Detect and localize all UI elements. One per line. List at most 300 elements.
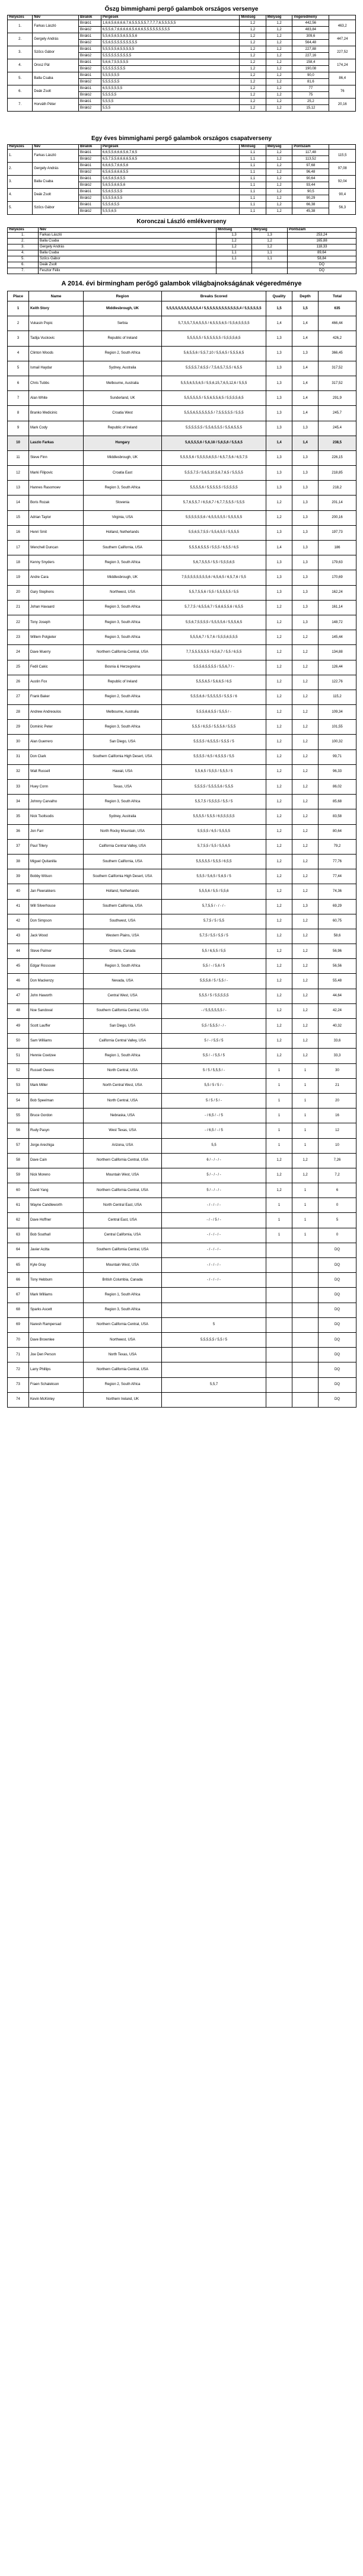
- data-cell: Bíráló1: [79, 46, 101, 53]
- data-cell: Nevada, USA: [84, 974, 162, 989]
- data-cell: 90,5: [292, 189, 329, 195]
- data-cell: Jack Wood: [29, 929, 84, 944]
- data-cell: West Texas, USA: [84, 1123, 162, 1138]
- data-cell: 1,1: [216, 256, 252, 262]
- data-cell: [292, 1377, 319, 1392]
- data-cell: 1,2: [266, 105, 292, 112]
- data-cell: 1,2: [240, 92, 266, 99]
- data-cell: 5,7,5,5,7,5,6,5,5,5 / 6,5,5,5,6,5 / 5,5,6,5,5,5,5: [162, 316, 266, 331]
- data-cell: 1,2: [266, 27, 292, 33]
- data-cell: 1,2: [292, 914, 319, 929]
- data-cell: Walt Russell: [29, 764, 84, 779]
- data-cell: 366,45: [319, 346, 356, 361]
- data-cell: Javier Acitta: [29, 1243, 84, 1257]
- data-cell: 1,2: [266, 1003, 292, 1018]
- table-row: [8, 1183, 356, 1198]
- data-cell: 238,5: [319, 436, 356, 450]
- data-cell: 1,2: [240, 105, 266, 112]
- data-cell: Henri Smit: [29, 525, 84, 540]
- data-cell: Chris Tubbs: [29, 376, 84, 390]
- name-cell: Farkas László: [33, 150, 79, 163]
- data-cell: 14: [8, 495, 29, 510]
- data-cell: 442,56: [292, 20, 329, 27]
- data-cell: Nick Moreno: [29, 1168, 84, 1183]
- data-cell: 36: [8, 824, 29, 839]
- data-cell: 1,3: [216, 233, 252, 239]
- table-row: [8, 720, 356, 735]
- data-cell: 5,6,6,7,5,5,5,5,5: [101, 59, 239, 66]
- data-cell: Bíráló2: [79, 27, 101, 33]
- data-cell: 7,26: [319, 1153, 356, 1168]
- data-cell: 1,2: [240, 40, 266, 46]
- data-cell: 99,71: [319, 749, 356, 764]
- data-cell: 19: [8, 570, 29, 585]
- data-cell: Bíráló1: [79, 176, 101, 182]
- data-cell: 1,1: [240, 163, 266, 169]
- table-row: [8, 301, 356, 316]
- column-header: Név: [39, 228, 216, 233]
- column-header: [329, 145, 356, 150]
- data-cell: 71: [8, 1348, 29, 1362]
- data-cell: Adrian Taylor: [29, 510, 84, 525]
- data-cell: Kenny Snyders: [29, 555, 84, 570]
- data-cell: 42,24: [319, 1003, 356, 1018]
- table-row: [8, 176, 356, 182]
- data-cell: 1,2: [292, 720, 319, 735]
- table-row: [8, 1213, 356, 1228]
- data-cell: Deák Zsolt: [39, 262, 216, 268]
- data-cell: 1,3: [292, 450, 319, 465]
- data-cell: Edgar Rossouw: [29, 959, 84, 974]
- data-cell: 1: [266, 1213, 292, 1228]
- data-cell: DQ: [319, 1348, 356, 1362]
- table-row: [8, 250, 356, 256]
- data-cell: 16: [319, 1108, 356, 1123]
- data-cell: 34: [8, 795, 29, 809]
- data-cell: 201,14: [319, 495, 356, 510]
- data-cell: [266, 1348, 292, 1362]
- data-cell: 0: [319, 1228, 356, 1243]
- table-row: [8, 764, 356, 779]
- data-cell: 70: [8, 1332, 29, 1347]
- data-cell: Mountain West, USA: [84, 1258, 162, 1273]
- data-cell: Southern California Central, USA: [84, 1003, 162, 1018]
- column-header: Mélység: [252, 228, 288, 233]
- data-cell: Bíráló2: [79, 208, 101, 215]
- data-cell: Croatia East: [84, 466, 162, 481]
- data-cell: 59: [8, 1168, 29, 1183]
- data-cell: 33,3: [319, 1049, 356, 1063]
- data-cell: 1,2: [240, 85, 266, 92]
- table-row: [8, 99, 356, 105]
- data-cell: 5,5,6,5,6,5,5,6,5,5,5,6: [101, 33, 239, 40]
- table-row: [8, 202, 356, 208]
- column-header: Minőség: [240, 15, 266, 20]
- data-cell: 69: [8, 1317, 29, 1332]
- section3-title: Koronczai László emlékverseny: [136, 218, 227, 225]
- data-cell: 1,2: [240, 20, 266, 27]
- data-cell: California Central Valley, USA: [84, 1034, 162, 1049]
- data-cell: 90,64: [292, 176, 329, 182]
- name-cell: Gergely András: [33, 33, 79, 46]
- data-cell: 5,5,5,6 / 5,5 / 5,5,6: [162, 884, 266, 899]
- data-cell: Willem Potgieter: [29, 630, 84, 645]
- table-row: [8, 1168, 356, 1183]
- table-row: [8, 450, 356, 465]
- data-cell: Don Mackenzy: [29, 974, 84, 989]
- table-row: [8, 1078, 356, 1093]
- data-cell: 109,34: [319, 705, 356, 720]
- data-cell: Keith Story: [29, 301, 84, 316]
- table-row: [8, 780, 356, 795]
- table-row: [8, 1138, 356, 1153]
- total-cell: 76: [329, 85, 356, 99]
- table-row: [8, 615, 356, 630]
- data-cell: [162, 1392, 266, 1407]
- table-row: [8, 735, 356, 749]
- data-cell: 73: [8, 1377, 29, 1392]
- section3-table: [7, 227, 356, 274]
- data-cell: DQ: [319, 1258, 356, 1273]
- data-cell: 1,3: [292, 600, 319, 615]
- data-cell: 5,5,5,5,5,5 / 5,5,6,5,5,5 / 5,5,6,5,5,5: [162, 421, 266, 436]
- data-cell: 317,52: [319, 361, 356, 376]
- data-cell: 5 / - / 5,5 / 5: [162, 1034, 266, 1049]
- data-cell: 5,5,5,6,5,5: [101, 202, 239, 208]
- data-cell: 1,3: [292, 541, 319, 555]
- data-cell: Melbourne, Australia: [84, 705, 162, 720]
- data-cell: British Columbia, Canada: [84, 1273, 162, 1288]
- data-cell: Western Plains, USA: [84, 929, 162, 944]
- table-row: [8, 33, 356, 40]
- table-row: [8, 541, 356, 555]
- data-cell: [292, 1392, 319, 1407]
- data-cell: 61: [8, 1198, 29, 1213]
- data-cell: 15: [8, 510, 29, 525]
- section1-table: [7, 15, 356, 112]
- data-cell: 186: [319, 541, 356, 555]
- table-row: [8, 1123, 356, 1138]
- data-cell: 1,2: [266, 1034, 292, 1049]
- data-cell: DQ: [288, 268, 356, 274]
- data-cell: [292, 1362, 319, 1377]
- data-cell: 1,3: [292, 510, 319, 525]
- name-cell: Szűcs Gábor: [33, 46, 79, 59]
- data-cell: 1,3: [266, 391, 292, 406]
- data-cell: Mark Cody: [29, 421, 84, 436]
- data-cell: 5,5,5,5,5 / 5,5,5,5,5,5 / 5,5,5,5,6,5: [162, 331, 266, 346]
- data-cell: 170,69: [319, 570, 356, 585]
- data-cell: Region 3, South Africa: [84, 481, 162, 495]
- data-cell: Sydney, Australia: [84, 809, 162, 824]
- data-cell: 1,3: [266, 376, 292, 390]
- data-cell: Dave Muerry: [29, 645, 84, 660]
- data-cell: 1,2: [266, 72, 292, 79]
- data-cell: Will Silverhouse: [29, 899, 84, 914]
- data-cell: 1,2: [266, 795, 292, 809]
- data-cell: 1,2: [266, 85, 292, 92]
- table-row: [8, 600, 356, 615]
- data-cell: 1,2: [292, 839, 319, 854]
- table-row: [8, 1108, 356, 1123]
- data-cell: 16: [8, 525, 29, 540]
- place-cell: 5.: [8, 72, 33, 85]
- data-cell: 64: [8, 1243, 29, 1257]
- data-cell: 15,12: [292, 105, 329, 112]
- column-header: Depth: [292, 291, 319, 301]
- data-cell: 1,4: [266, 316, 292, 331]
- data-cell: 6,5,5,6,7,6,6,6,6,6,5,6,6,6,5,5,5,5,5,5,5,5,5: [101, 27, 239, 33]
- data-cell: 162,24: [319, 585, 356, 600]
- data-cell: Region 3, South Africa: [84, 555, 162, 570]
- data-cell: 7.: [8, 268, 39, 274]
- table-row: [8, 331, 356, 346]
- data-cell: 74: [8, 1392, 29, 1407]
- data-cell: 5,5,5,5 / 5,5,5 / 6,5,5,5,5,5: [162, 809, 266, 824]
- column-header: Végeredmény: [292, 15, 329, 20]
- data-cell: 1,3: [292, 585, 319, 600]
- data-cell: 1: [292, 1063, 319, 1078]
- table-row: [8, 256, 356, 262]
- data-cell: 57: [8, 1138, 29, 1153]
- name-cell: Deák Zsolt: [33, 85, 79, 99]
- data-cell: 1,1: [252, 256, 288, 262]
- data-cell: 35: [8, 809, 29, 824]
- data-cell: 1,2: [240, 59, 266, 66]
- table-row: [8, 46, 356, 53]
- data-cell: 5,5,7,5 / 5,5,5,5 / 5,5 / 5: [162, 795, 266, 809]
- table-row: [8, 1377, 356, 1392]
- data-cell: 5,5,5,6,5,5,5 / 5,5,5 / 6,5,5 / 6,5: [162, 541, 266, 555]
- data-cell: Ismail Haydar: [29, 361, 84, 376]
- data-cell: 100,32: [319, 735, 356, 749]
- data-cell: Sparks Ascett: [29, 1303, 84, 1317]
- data-cell: 6 / - / - / -: [162, 1153, 266, 1168]
- place-cell: 2.: [8, 163, 33, 176]
- data-cell: 5,5,5,6,5,5,5,5,5,5 / 7,5,5,5,5,5 / 5,5,5: [162, 406, 266, 421]
- data-cell: 5,5 / - / 5,6 / 5: [162, 959, 266, 974]
- data-cell: Northern California Central, USA: [84, 1317, 162, 1332]
- data-cell: 51: [8, 1049, 29, 1063]
- data-cell: 5,6,7,5,5,5 / 5,5 / 5,5,5,6,5: [162, 555, 266, 570]
- data-cell: 0: [319, 1198, 356, 1213]
- data-cell: 6,5,6,5,6,6,6,5,5: [101, 169, 239, 176]
- data-cell: Fraen Schalekson: [29, 1377, 84, 1392]
- table-row: [8, 1093, 356, 1108]
- table-row: [8, 944, 356, 959]
- data-cell: Gergely András: [39, 244, 216, 250]
- data-cell: 1,3: [266, 555, 292, 570]
- data-cell: 1,2: [292, 735, 319, 749]
- data-cell: 1,4: [292, 376, 319, 390]
- table-row: [8, 85, 356, 92]
- data-cell: Central California, USA: [84, 1228, 162, 1243]
- column-header: Name: [29, 291, 84, 301]
- data-cell: [216, 262, 252, 268]
- data-cell: 1,2: [266, 169, 292, 176]
- data-cell: 63: [8, 1228, 29, 1243]
- table-row: [8, 436, 356, 450]
- data-cell: 1: [292, 1183, 319, 1198]
- table-row: [8, 974, 356, 989]
- data-cell: Sydney, Australia: [84, 361, 162, 376]
- table-row: [8, 316, 356, 331]
- data-cell: 5,7,5,5 / 5,5 / 5,5,6,5: [162, 839, 266, 854]
- table-row: [8, 1228, 356, 1243]
- data-cell: 1,2: [240, 53, 266, 59]
- data-cell: 5,7,5 / 5,5 / 5,5 / 5: [162, 929, 266, 944]
- data-cell: [292, 1243, 319, 1257]
- data-cell: 75: [292, 92, 329, 99]
- data-cell: DQ: [319, 1362, 356, 1377]
- data-cell: 3.: [8, 244, 39, 250]
- data-cell: Bíráló1: [79, 202, 101, 208]
- data-cell: 1,2: [292, 1034, 319, 1049]
- data-cell: - / - / - / -: [162, 1198, 266, 1213]
- table-row: [8, 262, 356, 268]
- data-cell: 1,1: [240, 169, 266, 176]
- data-cell: 1,2: [292, 1153, 319, 1168]
- table-row: [8, 884, 356, 899]
- column-header: Helyezés: [8, 145, 33, 150]
- data-cell: 1,2: [292, 795, 319, 809]
- data-cell: 96,33: [319, 764, 356, 779]
- data-cell: 1,2: [292, 1019, 319, 1034]
- data-cell: 1,2: [266, 929, 292, 944]
- data-cell: Jorge Arechiga: [29, 1138, 84, 1153]
- data-cell: Region 3, South Africa: [84, 959, 162, 974]
- data-cell: Fedil Cakic: [29, 660, 84, 675]
- data-cell: Region 2, South Africa: [84, 346, 162, 361]
- data-cell: 161,14: [319, 600, 356, 615]
- data-cell: 10: [8, 436, 29, 450]
- data-cell: Melbourne, Australia: [84, 376, 162, 390]
- data-cell: 7: [8, 391, 29, 406]
- data-cell: North Texas, USA: [84, 1348, 162, 1362]
- data-cell: 5,6,5,5,6,6,5,6: [101, 182, 239, 189]
- data-cell: 5 / 5 / 5,5,5 / -: [162, 1063, 266, 1078]
- data-cell: 1: [292, 1078, 319, 1093]
- data-cell: Vukasin Popic: [29, 316, 84, 331]
- data-cell: Bíráló2: [79, 79, 101, 85]
- data-cell: Miguel Quitanilla: [29, 854, 84, 869]
- data-cell: 1,2: [266, 163, 292, 169]
- data-cell: 46: [8, 974, 29, 989]
- data-cell: Bíráló2: [79, 169, 101, 176]
- data-cell: 1,3: [266, 450, 292, 465]
- column-header: Minőség: [240, 145, 266, 150]
- data-cell: Joe Den Person: [29, 1348, 84, 1362]
- data-cell: 40: [8, 884, 29, 899]
- table-row: [8, 660, 356, 675]
- data-cell: 1: [266, 1078, 292, 1093]
- data-cell: 29: [8, 720, 29, 735]
- data-cell: 1,2: [266, 914, 292, 929]
- data-cell: 1,3: [292, 466, 319, 481]
- data-cell: North Rocky Mountain, USA: [84, 824, 162, 839]
- table-row: [8, 899, 356, 914]
- table-row: [8, 989, 356, 1003]
- data-cell: 1,2: [266, 208, 292, 215]
- data-cell: Andrew Andreoulos: [29, 705, 84, 720]
- data-cell: Dave Cain: [29, 1153, 84, 1168]
- data-cell: 253,24: [288, 233, 356, 239]
- total-cell: 174,24: [329, 59, 356, 72]
- data-cell: Sunderland, UK: [84, 391, 162, 406]
- data-cell: 39: [8, 869, 29, 884]
- data-cell: Region 3, South Africa: [84, 795, 162, 809]
- data-cell: 26: [8, 675, 29, 690]
- data-cell: Northern California Central, USA: [84, 1153, 162, 1168]
- data-cell: 5,5: [162, 1138, 266, 1153]
- data-cell: 47: [8, 989, 29, 1003]
- data-cell: 90,0: [292, 72, 329, 79]
- table-row: [8, 749, 356, 764]
- data-cell: 1,4: [266, 436, 292, 450]
- data-cell: Ontario, Canada: [84, 944, 162, 959]
- table-row: [8, 20, 356, 27]
- data-cell: 245,7: [319, 406, 356, 421]
- data-cell: Middlesbrough, UK: [84, 570, 162, 585]
- data-cell: 89,64: [288, 250, 356, 256]
- data-cell: [292, 1288, 319, 1303]
- section4-title: A 2014. évi birmingham perőgő galambok világbajnokságának végeredménye: [61, 280, 302, 287]
- table-row: [8, 824, 356, 839]
- data-cell: 1,2: [240, 72, 266, 79]
- data-cell: 5,5,5,5,6 / 5,5,5,5,6,5,5 / 6,5,7,5,6 / 6,5,7,5: [162, 450, 266, 465]
- data-cell: 1,3: [266, 481, 292, 495]
- data-cell: 1,3: [266, 331, 292, 346]
- data-cell: 1: [292, 1198, 319, 1213]
- table-row: [8, 1273, 356, 1288]
- total-cell: 20,16: [329, 99, 356, 112]
- data-cell: Tony Hebburn: [29, 1273, 84, 1288]
- data-cell: 1,3: [266, 466, 292, 481]
- data-cell: 5,5,5,5 / 6,5 / 6,5,5,5 / 5,5: [162, 749, 266, 764]
- data-cell: Bíráló2: [79, 195, 101, 202]
- data-cell: Bíráló2: [79, 182, 101, 189]
- data-cell: 1: [266, 1228, 292, 1243]
- data-cell: Region 3, South Africa: [84, 615, 162, 630]
- data-cell: 1,3: [266, 361, 292, 376]
- data-cell: 1,2: [266, 510, 292, 525]
- data-cell: 77: [292, 85, 329, 92]
- data-cell: Steve Palmer: [29, 944, 84, 959]
- data-cell: 80,64: [319, 824, 356, 839]
- place-cell: 6.: [8, 85, 33, 99]
- data-cell: Balla Csaba: [39, 239, 216, 244]
- data-cell: 5,5,5,5,5,5: [101, 72, 239, 79]
- data-cell: 65: [8, 1258, 29, 1273]
- data-cell: 1,2: [266, 1019, 292, 1034]
- data-cell: - / 6,5 / - / 5: [162, 1123, 266, 1138]
- data-cell: 1,2: [216, 244, 252, 250]
- section4-table: [7, 291, 356, 1408]
- data-cell: - / - / - / -: [162, 1243, 266, 1257]
- data-cell: 1,2: [292, 824, 319, 839]
- data-cell: 1,2: [266, 182, 292, 189]
- data-cell: 25,2: [292, 99, 329, 105]
- data-cell: 28: [8, 705, 29, 720]
- table-row: [8, 1243, 356, 1257]
- table-row: [8, 150, 356, 156]
- data-cell: 33,6: [319, 1034, 356, 1049]
- data-cell: 56,96: [319, 944, 356, 959]
- data-cell: 6,6,5,5,6,6,6,5,6,7,6,5: [101, 150, 239, 156]
- data-cell: [292, 1303, 319, 1317]
- data-cell: 1: [292, 1108, 319, 1123]
- column-header: Minőség: [216, 228, 252, 233]
